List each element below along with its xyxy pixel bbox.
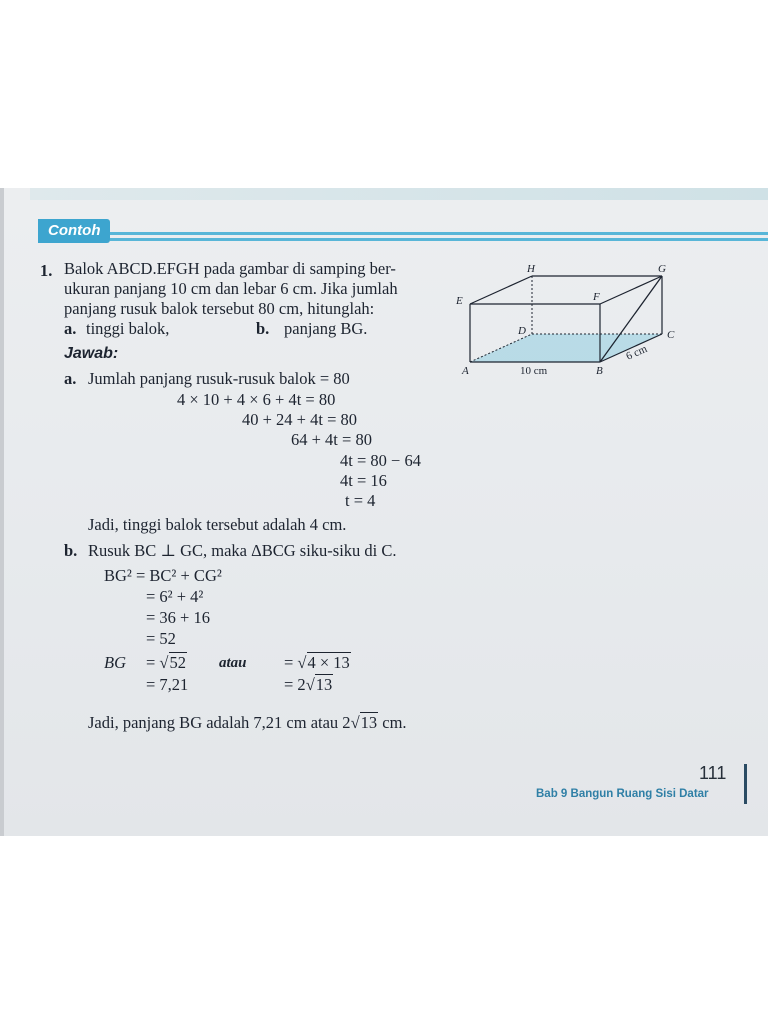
chapter-title: Bab 9 Bangun Ruang Sisi Datar	[536, 788, 709, 800]
part-b-line-4: = 52	[146, 629, 176, 648]
problem-line-2: ukuran panjang 10 cm dan lebar 6 cm. Jika jumlah	[64, 279, 398, 298]
part-b-line-3: = 36 + 16	[146, 608, 210, 627]
label-a: A	[462, 365, 469, 376]
item-a-marker: a.	[64, 319, 77, 338]
sqrt-52: = √52	[146, 653, 186, 672]
part-a-line-3: 40 + 24 + 4t = 80	[242, 410, 358, 429]
label-g: G	[658, 263, 666, 275]
length-label: 10 cm	[520, 365, 548, 376]
item-b-marker: b.	[256, 319, 270, 338]
part-b-marker: b.	[64, 541, 78, 560]
part-b-conclusion-radicand: 13	[360, 713, 378, 732]
item-b-text: panjang BG.	[284, 319, 368, 338]
bg-label: BG	[104, 653, 126, 672]
part-a-line-7: t = 4	[345, 491, 376, 510]
problem-line-3: panjang rusuk balok tersebut 80 cm, hitunglah:	[64, 299, 375, 318]
bg-simplified: = 2√13	[284, 675, 333, 694]
part-b-line-2: = 6² + 4²	[146, 587, 204, 606]
sqrt-4x13: = √4 × 13	[284, 653, 350, 672]
part-a-line-4: 64 + 4t = 80	[291, 430, 372, 449]
part-b-intro: Rusuk BC ⊥ GC, maka ΔBCG siku-siku di C.	[88, 541, 397, 560]
part-b-conclusion-post: cm.	[382, 713, 407, 732]
part-b-conclusion: Jadi, panjang BG adalah 7,21 cm atau 2√13 cm.	[88, 713, 407, 732]
label-d: D	[518, 325, 526, 337]
label-b: B	[596, 365, 603, 376]
label-e: E	[456, 295, 463, 307]
header-rule-1	[110, 232, 768, 235]
page-edge	[0, 188, 4, 836]
item-a-text: tinggi balok,	[86, 319, 170, 338]
page-top-band	[30, 188, 768, 200]
footer-bar	[744, 764, 747, 804]
answer-heading: Jawab:	[64, 345, 119, 362]
book-page	[0, 188, 768, 836]
label-h: H	[527, 263, 535, 275]
part-a-line-1: Jumlah panjang rusuk-rusuk balok = 80	[88, 369, 350, 388]
cuboid-diagram	[450, 256, 690, 376]
problem-number: 1.	[40, 261, 53, 280]
atau-label: atau	[219, 655, 247, 671]
width-label: 6 cm	[624, 342, 650, 363]
problem-line-1: Balok ABCD.EFGH pada gambar di samping ber-	[64, 259, 396, 278]
contoh-label: Contoh	[38, 219, 110, 243]
sqrt-4x13-radicand: 4 × 13	[307, 653, 350, 672]
bg-simplified-radicand: 13	[315, 675, 333, 694]
bg-simplified-coef: = 2	[284, 675, 306, 694]
part-a-marker: a.	[64, 369, 77, 388]
part-a-line-6: 4t = 16	[340, 471, 387, 490]
part-b-line-1: BG² = BC² + CG²	[104, 566, 222, 585]
header-rule-2	[110, 238, 768, 241]
label-c: C	[667, 329, 675, 341]
part-a-line-2: 4 × 10 + 4 × 6 + 4t = 80	[177, 390, 336, 409]
edge-eh	[470, 276, 532, 304]
sqrt-52-radicand: 52	[169, 653, 186, 672]
part-a-line-5: 4t = 80 − 64	[340, 451, 421, 470]
label-f: F	[593, 291, 600, 303]
part-a-conclusion: Jadi, tinggi balok tersebut adalah 4 cm.	[88, 515, 347, 534]
part-b-conclusion-pre: Jadi, panjang BG adalah 7,21 cm atau 2	[88, 713, 351, 732]
page-number: 111	[699, 763, 727, 783]
bg-decimal: = 7,21	[146, 675, 189, 694]
